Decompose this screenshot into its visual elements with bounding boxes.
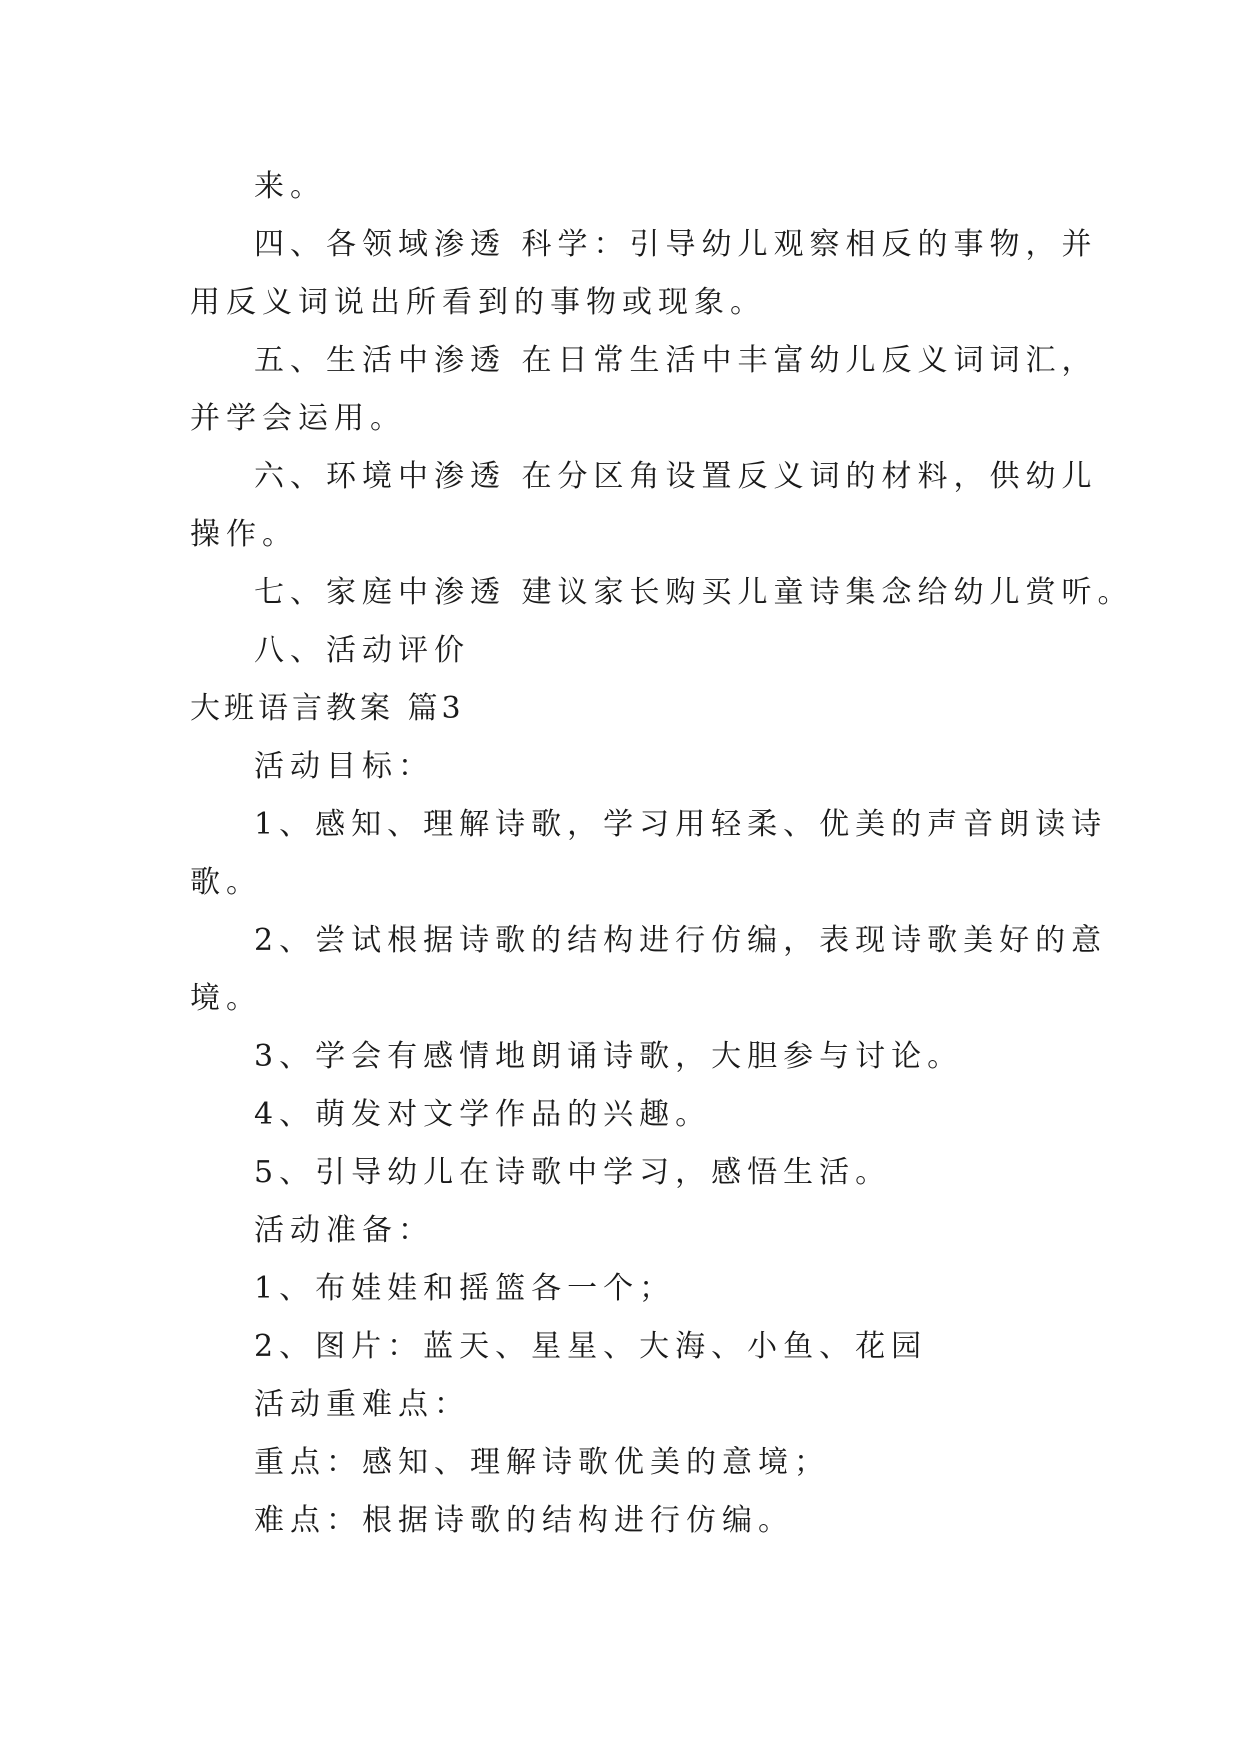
paragraph-line: 活动准备： xyxy=(254,1213,434,1248)
document-body xyxy=(190,158,1134,1550)
section-heading: 大班语言教案 篇3 xyxy=(190,691,465,726)
paragraph-line: 用反义词说出所看到的事物或现象。 xyxy=(190,285,766,320)
paragraph-line: 难点：根据诗歌的结构进行仿编。 xyxy=(254,1503,794,1538)
paragraph-line: 4、萌发对文学作品的兴趣。 xyxy=(254,1097,712,1132)
paragraph-line: 境。 xyxy=(190,981,262,1016)
paragraph-line: 操作。 xyxy=(190,517,298,552)
paragraph-line: 六、环境中渗透 在分区角设置反义词的材料，供幼儿 xyxy=(254,459,1098,494)
paragraph-line: 五、生活中渗透 在日常生活中丰富幼儿反义词词汇， xyxy=(254,343,1098,378)
paragraph-line: 活动目标： xyxy=(254,749,434,784)
paragraph-line: 并学会运用。 xyxy=(190,401,406,436)
paragraph-line: 七、家庭中渗透 建议家长购买儿童诗集念给幼儿赏听。 xyxy=(254,575,1134,610)
paragraph-line: 来。 xyxy=(254,169,326,204)
paragraph-line: 3、学会有感情地朗诵诗歌，大胆参与讨论。 xyxy=(254,1039,964,1074)
paragraph-line: 1、布娃娃和摇篮各一个； xyxy=(254,1271,676,1306)
paragraph-line: 5、引导幼儿在诗歌中学习，感悟生活。 xyxy=(254,1155,892,1190)
paragraph-line: 四、各领域渗透 科学：引导幼儿观察相反的事物，并 xyxy=(254,227,1098,262)
paragraph-line: 活动重难点： xyxy=(254,1387,470,1422)
paragraph-line: 2、尝试根据诗歌的结构进行仿编，表现诗歌美好的意 xyxy=(254,923,1108,958)
paragraph-line: 歌。 xyxy=(190,865,262,900)
paragraph-line: 1、感知、理解诗歌，学习用轻柔、优美的声音朗读诗 xyxy=(254,807,1108,842)
paragraph-line: 2、图片：蓝天、星星、大海、小鱼、花园 xyxy=(254,1329,928,1364)
paragraph-line: 重点：感知、理解诗歌优美的意境； xyxy=(254,1445,830,1480)
paragraph-line: 八、活动评价 xyxy=(254,633,470,668)
